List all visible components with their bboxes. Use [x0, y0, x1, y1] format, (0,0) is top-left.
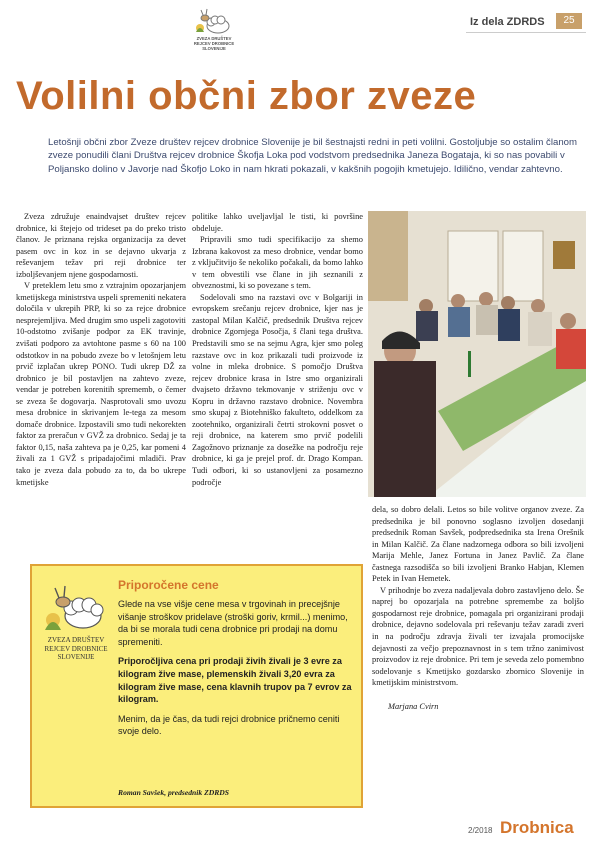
paragraph: Menim, da je čas, da tudi rejci drobnice pričnemo ceniti svoje delo. [118, 713, 340, 737]
text-column-3 [372, 504, 584, 712]
logo-text-line: REJCEV DROBNICE [193, 41, 235, 46]
text-column-1 [16, 211, 186, 488]
logo-text-line: SLOVENIJE [57, 653, 95, 661]
paragraph: V preteklem letu smo z vztrajnim opozarjanjem kmetijskega ministrstva uspeli spremeniti nekatera določila v ukrepih PRP, ki so za rejce drobnice nesprejemljiva. Med drugim smo uspeli zagotoviti 10-odstotno zvišanje podpor za EK travinje, zvišati podporo za avtohtone pasme s 60 na 100 odstotkov in na pobudo zveze bo v letošnjem letu prvič izplačan ukrep PONO. Tudi ukrep DŽ za drobnico je bil postavljen na zahtevo zveze, vendar je potreben korenitih sprememb, o čemer se zveza še dogovarja. Nasprotovali smo uvozu mesa drobnice in skrivanjem le-tega za mesom domače drobnice. Izpostavili smo tudi nekorekten faktor za preračun v GVŽ za drobnico. Sedaj je ta faktor 0,15, naša zahteva pa je 0,25, kar pomeni 4 živali za 1 GVŽ s pripadajočimi mladiči. Prav tako je zveza dala pobudo za to, da bo ukrepe kmetijske [16, 281, 186, 487]
sheep-logo-icon [43, 578, 109, 634]
recommended-prices-box [30, 564, 363, 808]
paragraph: Priporočljiva cena pri prodaji živih živali je 3 evre za kilogram žive mase, plemenskih živali 3,20 evra za kilogram žive mase, cena klavnih trupov pa 7 evrov za kilogram. [118, 656, 352, 705]
text-column-2 [192, 211, 363, 488]
top-logo [186, 6, 242, 51]
paragraph: Pripravili smo tudi specifikacijo za shemo Izbrana kakovost za meso drobnice, vendar bomo z vključitvijo še nekoliko počakali, da bomo lahko v tem obvestili vse člane in jih seznanili z obveznostmi, ki so povezane s tem. [192, 235, 363, 291]
paragraph: dela, so dobro delali. Letos so bile volitve organov zveze. Za predsednika je bil ponovno soglasno izvoljen dosedanji predsednik Roman Savšek, podpredsednika sta Irena Orešnik in Milan Kalčič. Za člane nadzornega odbora so bili izvoljeni Marija Mehle, Janez Fortuna in Janez Pavlič. Za člane častnega razsodišča so bili izvoljeni Branko Habjan, Klemen Petek in Ivan Hemetek. [372, 505, 584, 584]
page-number: 25 [556, 13, 582, 29]
paragraph: Sodelovali smo na razstavi ovc v Bolgariji in evropskem srečanju rejcev drobnice, kjer nas je zastopal Milan Kalčič, predsednik Društva rejcev drobnice Zgornjega Posočja, š člani tega društva. Predstavili smo se na sejmu Agra, kjer smo poleg razstave ovc in koz prikazali tudi proizvode iz volne in mleka drobnice. S pomočjo Društva rejcev drobnice krasa in Istre smo organizirali dvajseto državno tekmovanje v striženju ovc v Kopru in državno razstavo drobnice. Novembra smo skupaj z Biotehniško fakulteto, oddelkom za zootehniko, organizirali četrti strokovni posvet o reji drobnice, na katerem smo prvič podelili Zagožnovo priznanje za dosežke na področju reje drobnice, ki ga je prejel prof. dr. Drago Kompan. Tudi odbori, ki so ustanovljeni za posamezno področje [192, 292, 363, 487]
article-author: Marjana Cvirn [388, 701, 439, 711]
box-body [118, 598, 356, 745]
paragraph: V prihodnje bo zveza nadaljevala dobro zastavljeno delo. Še naprej bo opozarjala na potrebne spremembe za boljšo gospodarnost reje drobnice, pomagala pri organizirani prodaji drobnice, dejavno sodelovala pri reševanju težav zaradi zveri in na področju zdravja živali ter izvajala promocijske dejavnosti za večjo prepoznavnost in s tem tržno zanimivost proizvodov iz reje drobnice. Pri tem je seveda zelo pomembno sodelovanje s Kmetijsko gozdarsko zbornico Slovenije in kmetijskim ministrstvom. [372, 585, 584, 688]
paragraph: Zveza združuje enaindvajset društev rejcev drobnice, ki štejejo od trideset pa do preko tristo članov. Je priznana rejska organizacija za devet pasem ovc in koz in se dejavno ukvarja z reševanjem težav pri reji drobnice ter izboljševanjem njene gospodarnosti. [16, 212, 186, 279]
box-logo [42, 578, 110, 662]
header-divider [466, 32, 586, 33]
logo-text-line: ZVEZA DRUŠTEV [196, 36, 232, 41]
logo-text-line: ZVEZA DRUŠTEV [47, 636, 105, 644]
section-label: Iz dela ZDRDS [470, 16, 545, 28]
box-title: Priporočene cene [118, 578, 219, 592]
logo-text-line: REJCEV DROBNICE [44, 644, 108, 653]
article-title: Volilni občni zbor zveze [16, 74, 477, 118]
article-lead: Letošnji občni zbor Zveze društev rejcev drobnice Slovenije je bil šestnajsti redni in peti volilni. Gostoljubje so ostalim članom zveze ponudili člani Društva rejcev drobnice Škofja Loka pod vodstvom predsednika Janeza Bogataja, ki so nas povabili v Poljansko dolino v Javorje nad Škofjo Loko in nam hkrati pokazali, v kakšnih pogojih kmetujejo. Idilično, vendar zahtevno. [48, 137, 577, 175]
meeting-photo [368, 211, 586, 497]
box-signature: Roman Savšek, predsednik ZDRDS [118, 788, 229, 797]
paragraph: Glede na vse višje cene mesa v trgovinah in precejšnje višanje stroškov pridelave (stroški goriv, krmil...) menimo, da bi se morala tudi cena drobnice pri prodaji na domu spremeniti. [118, 599, 348, 647]
paragraph: politike lahko uveljavljal le tisti, ki površine obdeluje. [192, 212, 363, 233]
issue-number: 2/2018 [468, 826, 493, 835]
sheep-logo-icon [194, 6, 234, 36]
magazine-brand: Drobnica [500, 818, 574, 837]
logo-text-line: SLOVENIJE [202, 46, 226, 51]
